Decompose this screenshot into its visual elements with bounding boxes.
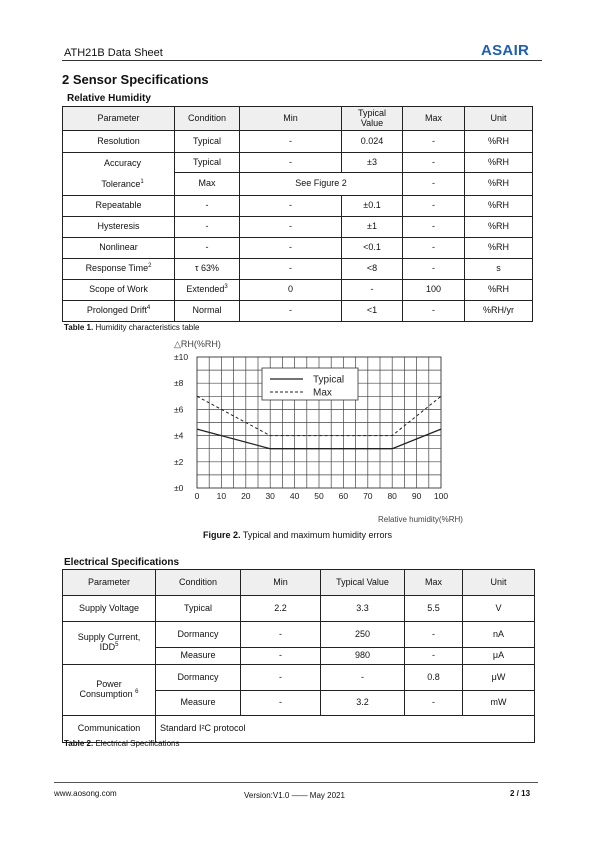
cell: nA: [463, 622, 535, 648]
accuracy-label: Accuracy: [103, 158, 141, 168]
cell: -: [321, 665, 405, 691]
cell: -: [175, 196, 240, 217]
cell: %RH: [465, 280, 533, 301]
x-tick-label: 20: [241, 491, 251, 501]
cell: -: [403, 301, 465, 322]
cell: Standard I²C protocol: [156, 716, 535, 743]
humidity-table: [62, 106, 533, 322]
cell: %RH: [465, 238, 533, 259]
cell: -: [175, 217, 240, 238]
footer-version: Version:V1.0 —— May 2021: [244, 791, 345, 800]
cell: Response Time$^2$: [63, 259, 175, 280]
y-tick-label: ±8: [174, 378, 184, 389]
section-title: 2 Sensor Specifications: [62, 72, 209, 87]
table-row: [63, 622, 535, 648]
cell: -: [175, 238, 240, 259]
footer-url: www.aosong.com: [54, 789, 117, 798]
cell: mW: [463, 691, 535, 716]
cell: -: [405, 648, 463, 665]
header-divider: [62, 60, 542, 61]
cell: 3.3: [321, 596, 405, 622]
table-row: [63, 153, 533, 173]
cell: Measure: [156, 648, 241, 665]
y-tick-label: ±4: [174, 430, 184, 441]
humidity-error-chart: [0, 335, 595, 525]
cell: -: [405, 691, 463, 716]
cell: %RH: [465, 173, 533, 196]
cell: 250: [321, 622, 405, 648]
footer-divider: [54, 782, 538, 783]
col-header: Typical Value: [342, 107, 403, 131]
cell: Nonlinear: [63, 238, 175, 259]
cell: μW: [463, 665, 535, 691]
x-tick-label: 90: [411, 491, 422, 501]
cell: -: [241, 648, 321, 665]
x-tick-label: 0: [194, 491, 200, 501]
y-tick-label: ±10: [174, 352, 189, 362]
cell: -: [403, 173, 465, 196]
table-row: [63, 238, 533, 259]
cell: %RH/yr: [465, 301, 533, 322]
cell: 0.8: [405, 665, 463, 691]
cell: -: [240, 131, 342, 153]
x-tick-label: 80: [387, 491, 397, 501]
x-tick-label: 70: [363, 491, 373, 501]
cell: -: [403, 217, 465, 238]
cell: Normal: [175, 301, 240, 322]
cell: 0: [240, 280, 342, 301]
cell: Repeatable: [63, 196, 175, 217]
cell: 2.2: [241, 596, 321, 622]
table1-caption: Table 1. Humidity characteristics table: [64, 323, 200, 332]
cell: -: [240, 153, 342, 173]
supply-current-label: Supply Current, IDD$^5$: [63, 622, 156, 665]
cell: -: [241, 665, 321, 691]
col-header: Min: [241, 570, 321, 596]
cell: -: [342, 280, 403, 301]
accuracy-cell: [63, 153, 175, 196]
figure2-caption: Figure 2. Typical and maximum humidity errors: [203, 530, 392, 540]
legend-label-max: Max: [313, 387, 332, 399]
cell: Measure: [156, 691, 241, 716]
col-header: Condition: [156, 570, 241, 596]
cell: Typical: [175, 153, 240, 173]
cell: Scope of Work: [63, 280, 175, 301]
table-row: [63, 301, 533, 322]
table-row: [63, 665, 535, 691]
cell: -: [240, 259, 342, 280]
table-row: [63, 596, 535, 622]
x-tick-label: 10: [216, 491, 227, 501]
table-row: [63, 131, 533, 153]
cell: μA: [463, 648, 535, 665]
col-header: Parameter: [63, 570, 156, 596]
cell: s: [465, 259, 533, 280]
y-tick-label: ±6: [174, 404, 184, 415]
table2-caption: Table 2. Electrical Specifications: [64, 739, 180, 748]
y-axis-label: △RH(%RH): [174, 339, 221, 349]
col-header: Min: [240, 107, 342, 131]
x-tick-label: 40: [289, 491, 300, 501]
cell: Extended$^3$: [175, 280, 240, 301]
cell: Prolonged Drift$^4$: [63, 301, 175, 322]
cell: 3.2: [321, 691, 405, 716]
y-tick-label: ±0: [174, 483, 184, 493]
cell: -: [241, 622, 321, 648]
cell: -: [403, 259, 465, 280]
cell: Dormancy: [156, 622, 241, 648]
col-header: Max: [403, 107, 465, 131]
cell: Communication: [63, 716, 156, 743]
table-row: [63, 259, 533, 280]
power-consumption-label: Power Consumption $^6$: [63, 665, 156, 716]
tolerance-label: Tolerance$^1$: [101, 178, 144, 189]
cell: Typical: [175, 131, 240, 153]
cell: 980: [321, 648, 405, 665]
table-row: [63, 196, 533, 217]
x-tick-label: 30: [265, 491, 275, 501]
table-row: [63, 217, 533, 238]
cell: 5.5: [405, 596, 463, 622]
cell: -: [240, 196, 342, 217]
cell: %RH: [465, 217, 533, 238]
x-axis-label: Relative humidity(%RH): [378, 515, 463, 524]
cell: -: [240, 238, 342, 259]
company-logo: ASAIR: [481, 42, 530, 59]
cell: -: [240, 301, 342, 322]
rh-subtitle: Relative Humidity: [67, 93, 151, 104]
x-tick-label: 60: [338, 491, 349, 501]
cell: τ 63%: [175, 259, 240, 280]
cell: %RH: [465, 131, 533, 153]
col-header: Condition: [175, 107, 240, 131]
cell: <1: [342, 301, 403, 322]
table-row: [63, 280, 533, 301]
cell: %RH: [465, 153, 533, 173]
cell: -: [241, 691, 321, 716]
cell: %RH: [465, 196, 533, 217]
page-number: 2 / 13: [510, 789, 531, 798]
cell: -: [403, 131, 465, 153]
cell: -: [403, 153, 465, 173]
cell: 0.024: [342, 131, 403, 153]
cell: Hysteresis: [63, 217, 175, 238]
x-tick-label: 100: [433, 491, 449, 501]
cell: Max: [175, 173, 240, 196]
cell: -: [403, 238, 465, 259]
cell: -: [240, 217, 342, 238]
cell: V: [463, 596, 535, 622]
cell: ±3: [342, 153, 403, 173]
electrical-table: [62, 569, 535, 743]
document-title: ATH21B Data Sheet: [64, 47, 163, 59]
cell: ±0.1: [342, 196, 403, 217]
cell: Supply Voltage: [63, 596, 156, 622]
cell: <0.1: [342, 238, 403, 259]
cell: ±1: [342, 217, 403, 238]
cell: Typical: [156, 596, 241, 622]
cell: <8: [342, 259, 403, 280]
y-tick-label: ±2: [174, 456, 184, 467]
cell: See Figure 2: [240, 173, 403, 196]
cell: Dormancy: [156, 665, 241, 691]
cell: 100: [403, 280, 465, 301]
col-header: Unit: [465, 107, 533, 131]
x-tick-label: 50: [314, 491, 324, 501]
col-header: Parameter: [63, 107, 175, 131]
cell: Resolution: [63, 131, 175, 153]
col-header: Typical Value: [321, 570, 405, 596]
cell: -: [405, 622, 463, 648]
col-header: Max: [405, 570, 463, 596]
elec-subtitle: Electrical Specifications: [64, 557, 180, 568]
col-header: Unit: [463, 570, 535, 596]
cell: -: [403, 196, 465, 217]
legend-label-typical: Typical: [313, 374, 345, 386]
